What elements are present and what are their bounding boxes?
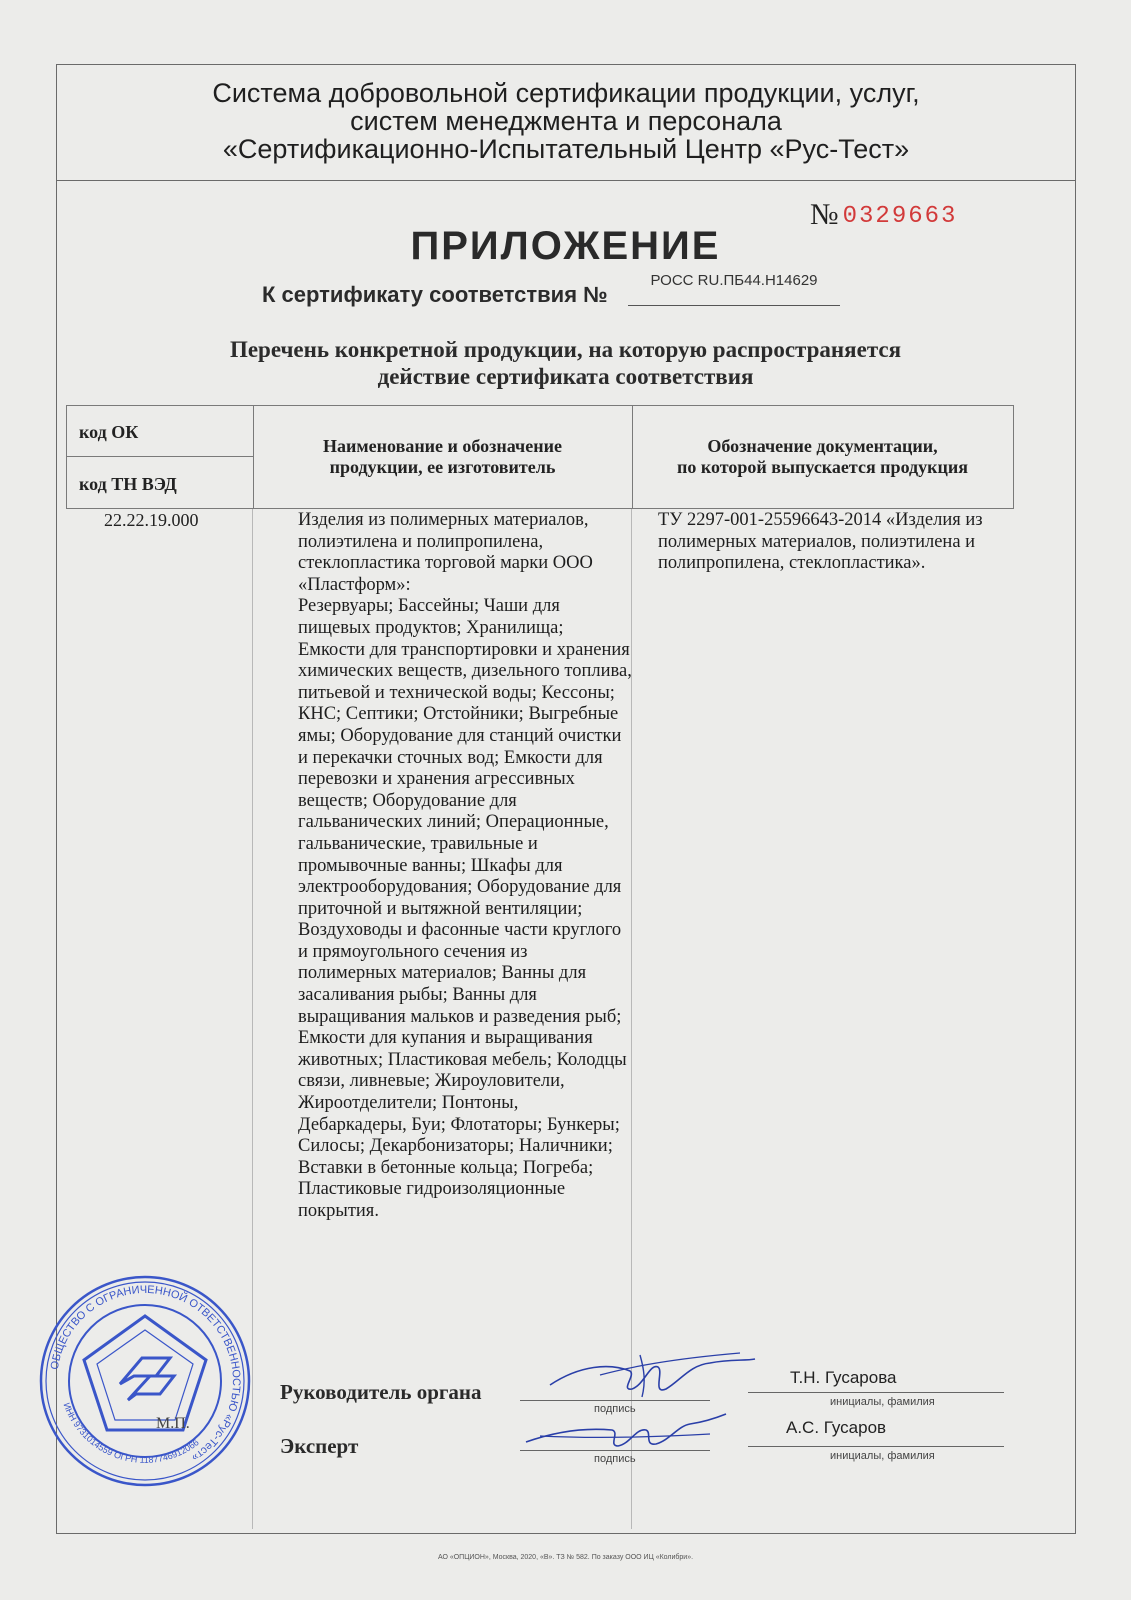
text-line: гальванических линий; Операционные,: [298, 812, 609, 833]
issuer-line-2: систем менеджмента и персонала: [350, 106, 782, 136]
seal-mp-label: М.П.: [156, 1415, 190, 1432]
seal-logo-mark: [128, 1376, 174, 1400]
expert-name: А.С. Гусаров: [786, 1418, 887, 1437]
text-line: КНС; Септики; Отстойники; Выгребные: [298, 704, 619, 725]
text-line: животных; Пластиковая мебель; Колодцы: [298, 1049, 627, 1070]
expert-role-label: Эксперт: [280, 1434, 359, 1458]
head-name-line: [748, 1392, 1004, 1393]
text-line: Емкости для транспортировки и хранения: [298, 639, 630, 660]
header-text: продукции, ее изготовитель: [329, 457, 556, 477]
column-header-product-name: [253, 436, 632, 478]
expert-signature-caption: подпись: [594, 1453, 636, 1465]
text-line: засаливания рыбы; Ванны для: [298, 985, 537, 1006]
text-line: ТУ 2297-001-25596643-2014 «Изделия из: [658, 510, 983, 530]
text-line: полиэтилена и полипропилена,: [298, 531, 544, 552]
text-line: Резервуары; Бассейны; Чаши для: [298, 596, 560, 617]
head-signature: [540, 1345, 760, 1405]
text-line: полимерных материалов; Ванны для: [298, 963, 587, 984]
page-title: ПРИЛОЖЕНИЕ: [410, 224, 721, 268]
text-line: и прямоугольного сечения из: [298, 941, 528, 962]
text-line: промывочные ванны; Шкафы для: [298, 855, 563, 876]
printer-footer: АО «ОПЦИОН», Москва, 2020, «В». ТЗ № 582. По заказу ООО ИЦ «Колибри».: [437, 1554, 694, 1561]
company-seal: [36, 1272, 254, 1490]
head-name: Т.Н. Гусарова: [790, 1368, 897, 1387]
subtitle-line-2: действие сертификата соответствия: [377, 364, 754, 389]
head-signature-caption: подпись: [594, 1403, 636, 1415]
text-line: веществ; Оборудование для: [298, 790, 517, 811]
text-line: приточной и вытяжной вентиляции;: [298, 898, 583, 919]
text-line: и перекачки сточных вод; Емкости для: [298, 747, 603, 768]
text-line: полимерных материалов, полиэтилена и: [658, 531, 976, 552]
seal-ids-text: ИНН 9731014559 ОГРН 1187746912066: [61, 1401, 201, 1465]
text-line: Вставки в бетонные кольца; Погреба;: [298, 1157, 594, 1178]
table-header: [66, 405, 1014, 509]
text-line: перевозки и хранения агрессивных: [298, 769, 575, 790]
text-line: «Пластформ»:: [298, 574, 411, 595]
header-divider: [67, 456, 253, 457]
documentation-reference: [658, 510, 998, 575]
text-line: питьевой и технической воды; Кессоны;: [298, 682, 615, 703]
text-line: Дебаркадеры, Буи; Флотаторы; Бункеры;: [298, 1114, 620, 1135]
issuer-line-3: «Сертификационно-Испытательный Центр «Рус-Тест»: [222, 134, 910, 164]
text-line: Воздуховоды и фасонные части круглого: [298, 920, 622, 941]
certificate-label: К сертификату соответствия №: [262, 282, 608, 307]
text-line: покрытия.: [298, 1201, 379, 1221]
text-line: связи, ливневые; Жироуловители,: [298, 1071, 565, 1092]
issuer-header: [57, 65, 1075, 181]
head-name-caption: инициалы, фамилия: [830, 1396, 935, 1408]
text-line: стеклопластика торговой марки ООО: [298, 553, 593, 574]
column-header-code-ok: код ОК: [79, 422, 139, 442]
text-line: ямы; Оборудование для станций очистки: [298, 725, 622, 746]
text-line: выращивания мальков и разведения рыб;: [298, 1006, 622, 1027]
text-line: электрооборудования; Оборудование для: [298, 877, 622, 898]
text-line: Жироотделители; Понтоны,: [298, 1093, 519, 1114]
certificate-number: РОСС RU.ПБ44.Н14629: [628, 272, 840, 306]
list-subtitle: [0, 336, 1131, 390]
text-line: полипропилена, стеклопластика».: [658, 553, 926, 574]
text-line: химических веществ, дизельного топлива,: [298, 661, 632, 682]
text-line: Силосы; Декарбонизаторы; Наличники;: [298, 1136, 613, 1157]
text-line: пищевых продуктов; Хранилища;: [298, 617, 564, 638]
column-header-documentation: [632, 436, 1013, 478]
seal-pentagon: [84, 1316, 206, 1430]
header-text: Обозначение документации,: [707, 436, 938, 456]
text-line: Емкости для купания и выращивания: [298, 1028, 593, 1049]
number-sign: №: [810, 198, 839, 231]
header-text: по которой выпускается продукция: [676, 457, 969, 477]
issuer-line-1: Система добровольной сертификации продукции, услуг,: [212, 78, 920, 108]
expert-name-caption: инициалы, фамилия: [830, 1450, 935, 1462]
seal-ring-text: ОБЩЕСТВО С ОГРАНИЧЕННОЙ ОТВЕТСТВЕННОСТЬЮ «Рус-Тест»: [48, 1283, 243, 1464]
expert-name-line: [748, 1446, 1004, 1447]
text-line: гальванические, травильные и: [298, 833, 538, 854]
serial-number: 0329663: [842, 203, 958, 230]
product-description: [298, 510, 638, 1223]
head-role-label: Руководитель органа: [280, 1380, 482, 1404]
column-header-code-tn: код ТН ВЭД: [79, 474, 177, 494]
expert-signature: [520, 1408, 730, 1456]
product-code: 22.22.19.000: [104, 510, 199, 530]
subtitle-line-1: Перечень конкретной продукции, на которую распространяется: [229, 337, 902, 362]
header-text: Наименование и обозначение: [323, 436, 562, 456]
text-line: Изделия из полимерных материалов,: [298, 510, 589, 530]
text-line: Пластиковые гидроизоляционные: [298, 1179, 566, 1200]
